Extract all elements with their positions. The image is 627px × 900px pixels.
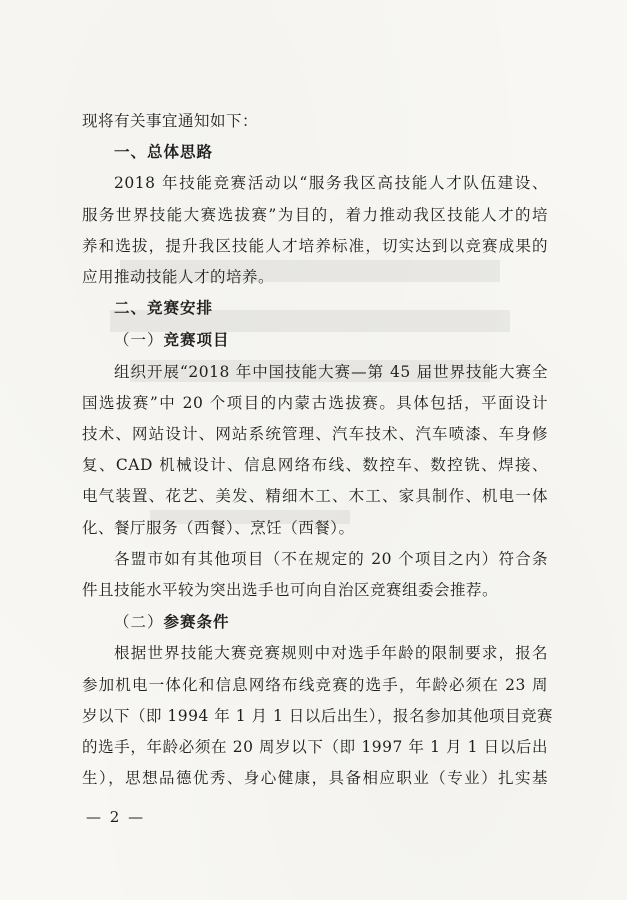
section-1-line: 服务世界技能大赛选拔赛”为目的，着力推动我区技能人才的培: [82, 205, 548, 224]
projects-line: 复、CAD 机械设计、信息网络布线、数控车、数控铣、焊接、: [82, 456, 548, 475]
intro-line: 现将有关事宜通知如下：: [82, 112, 259, 130]
projects-line: 组织开展“2018 年中国技能大赛—第 45 届世界技能大赛全: [114, 362, 548, 381]
subsection-1-heading: [82, 324, 548, 356]
subsection-1-number: （一）: [114, 331, 164, 350]
projects-line: 电气装置、花艺、美发、精细木工、木工、家具制作、机电一体: [82, 487, 548, 506]
conditions-line: 根据世界技能大赛竞赛规则中对选手年龄的限制要求，报名: [114, 644, 548, 663]
projects-line: 国选拔赛”中 20 个项目的内蒙古选拔赛。具体包括，平面设计: [82, 393, 548, 412]
document-body: [82, 106, 553, 794]
section-1-line: 2018 年技能竞赛活动以“服务我区高技能人才队伍建设、: [114, 174, 548, 193]
conditions-line: 的选手，年龄必须在 20 周岁以下（即 1997 年 1 月 1 日以后出: [82, 738, 548, 757]
section-2-heading: 二、竞赛安排: [114, 299, 214, 318]
section-1-heading: 一、总体思路: [114, 143, 214, 162]
projects-line: 化、餐厅服务（西餐）、烹饪（西餐）。: [82, 518, 355, 537]
conditions-line: 生），思想品德优秀、身心健康，具备相应职业（专业）扎实基: [82, 769, 548, 788]
section-1-line: 应用推动技能人才的培养。: [82, 268, 275, 287]
subsection-1-title: 竞赛项目: [163, 330, 230, 350]
page-number: — 2 —: [86, 808, 146, 826]
conditions-line: 参加机电一体化和信息网络布线竞赛的选手，年龄必须在 23 周: [82, 675, 548, 694]
section-1-line: 养和选拔，提升我区技能人才培养标准，切实达到以竞赛成果的: [82, 236, 548, 255]
subsection-2-number: （二）: [114, 613, 164, 632]
subsection-2-heading: [82, 606, 548, 638]
recommend-line: 各盟市如有其他项目（不在规定的 20 个项目之内）符合条: [114, 549, 548, 568]
projects-line: 技术、网站设计、网站系统管理、汽车技术、汽车喷漆、车身修: [82, 425, 548, 444]
subsection-2-title: 参赛条件: [163, 612, 230, 632]
conditions-line: 岁以下（即 1994 年 1 月 1 日以后出生），报名参加其他项目竞赛: [82, 706, 553, 725]
recommend-line: 件且技能水平较为突出选手也可向自治区竞赛组委会推荐。: [82, 581, 499, 600]
